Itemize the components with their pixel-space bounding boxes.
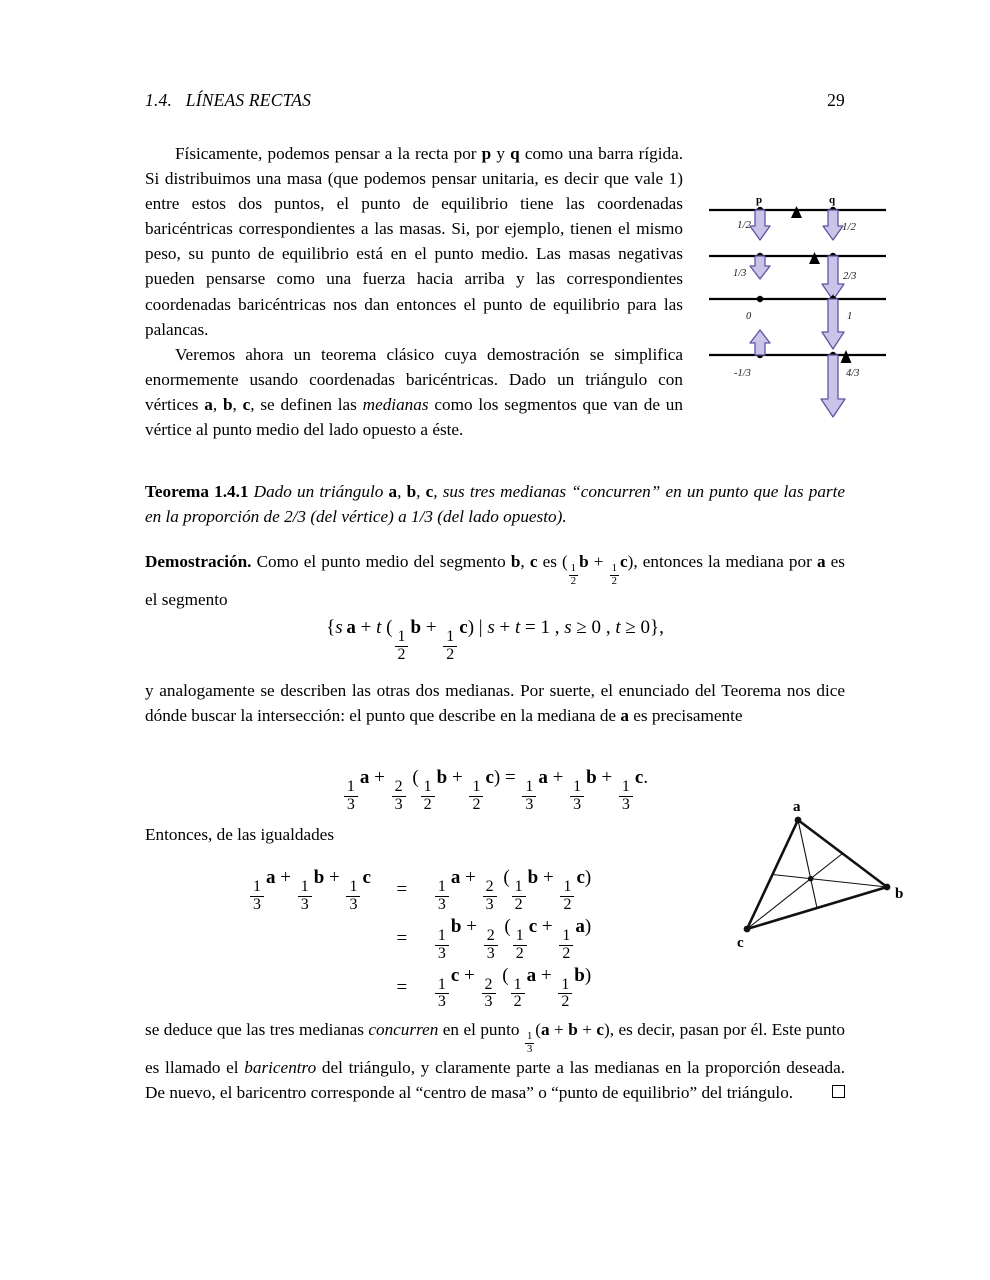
al-r2-frac-1: $\frac{1}{3}$ xyxy=(435,928,449,963)
al-r3-plus2: + xyxy=(536,964,557,986)
eq2-vector-b2: b xyxy=(586,767,597,788)
eq1-open: { xyxy=(326,617,336,638)
al-r3-plus1: + xyxy=(459,964,480,986)
al-r1-frac-1: $\frac{1}{3}$ xyxy=(435,879,449,914)
lever-label-r4-left: -1/3 xyxy=(734,368,751,379)
aligned-row-3 xyxy=(248,964,591,1013)
eq2-paren-open: ( xyxy=(407,767,419,788)
p2-sep1: , xyxy=(212,395,223,415)
eq1-t: t xyxy=(376,617,382,638)
aligned-row-1 xyxy=(248,866,591,915)
aligned-lhs xyxy=(248,866,385,915)
p5-text-5: del triángulo, y claramente parte a las medianas en la proporción deseada. De nuevo, el baricentro corresponde al “centro de masa” o “punto de equilibrio” del triángulo. xyxy=(145,1057,845,1102)
al-lhs-frac-1: $\frac{1}{3}$ xyxy=(250,879,264,914)
al-r2-frac-2: $\frac{2}{3}$ xyxy=(484,928,498,963)
p2-italic-medianas: medianas xyxy=(362,395,429,415)
eq1-close: }, xyxy=(650,617,664,638)
proof-text-3: ), entonces la mediana por xyxy=(627,552,817,571)
al-r3-v3: b xyxy=(574,964,585,986)
al-r1-v1: a xyxy=(450,867,461,888)
running-head-title: 1.4. LÍNEAS RECTAS xyxy=(145,90,312,110)
eq1-vector-c: c xyxy=(459,617,468,638)
theorem-vector-b: b xyxy=(406,482,417,501)
eq2-frac-3: $\frac{1}{2}$ xyxy=(421,779,435,814)
proof-text-1: Como el punto medio del segmento xyxy=(251,552,511,571)
display-equation-median-set xyxy=(145,617,845,664)
eq2-frac-4: $\frac{1}{2}$ xyxy=(469,779,483,814)
eq1-plus1: + xyxy=(355,617,377,638)
eq2-vector-a: a xyxy=(359,767,370,788)
triangle-label-c: c xyxy=(737,935,744,951)
lever-label-r1-left: 1/2 xyxy=(737,219,752,231)
al-r1-frac-3: $\frac{1}{2}$ xyxy=(512,879,526,914)
theorem-1-4-1 xyxy=(145,479,845,529)
p5-vector-c: c xyxy=(596,1020,605,1039)
p1-vector-p: p xyxy=(481,144,492,163)
eq2-plus2: + xyxy=(447,767,468,788)
eq1-eq: = 1 xyxy=(520,617,550,638)
lever-row-1 xyxy=(709,206,886,240)
p5-text-1: se deduce que las tres medianas xyxy=(145,1020,369,1039)
al-lhs-frac-2: $\frac{1}{3}$ xyxy=(298,879,312,914)
triangle-medians-figure xyxy=(725,795,915,955)
p2-sep2: , xyxy=(232,395,243,415)
lever-point-label-q: q xyxy=(829,194,836,206)
al-r1-v3: c xyxy=(576,867,585,888)
lever-label-r4-right: 4/3 xyxy=(846,368,860,379)
lever-figure-svg xyxy=(700,192,895,432)
eq1-s: s xyxy=(335,617,343,638)
eq2-plus4: + xyxy=(596,767,617,788)
p2-rest: como los segmentos que van de un vértice al punto medio del lado opuesto a éste. xyxy=(145,395,683,440)
al-r3-po: ( xyxy=(497,964,509,986)
eq1-comma1: , xyxy=(549,617,565,638)
eq2-plus1: + xyxy=(369,767,390,788)
paragraph-conclusion xyxy=(145,1017,845,1105)
eq2-frac-5: $\frac{1}{3}$ xyxy=(522,779,536,814)
al-r2-plus2: + xyxy=(537,915,558,937)
lever-row-3 xyxy=(709,294,886,349)
al-r2-pc: ) xyxy=(584,915,592,937)
p2-prefix: Veremos ahora un teorema clásico cuya demostración se simplifica enormemente usando coordenadas baricéntricas. Dado un triángulo con vértices xyxy=(145,345,683,415)
al-r3-v2: a xyxy=(526,964,537,986)
eq2-vector-a2: a xyxy=(538,767,548,788)
eq2-frac-1: $\frac{1}{3}$ xyxy=(344,779,358,814)
al-lhs-v1: a xyxy=(265,867,276,888)
lever-balance-figure xyxy=(700,192,895,432)
aligned-rhs-2 xyxy=(419,915,591,964)
al-r3-frac-2: $\frac{2}{3}$ xyxy=(482,977,496,1012)
eq1-t2: t xyxy=(514,617,521,638)
eq1-paren-close: ) xyxy=(467,617,475,638)
eq2-frac-2: $\frac{2}{3}$ xyxy=(392,779,406,814)
theorem-vector-c: c xyxy=(425,482,434,501)
theorem-body-2: , sus tres medianas “concurren” en un punto que las parte en la proporción de 2/3 (del vértice) a 1/3 (del lado opuesto). xyxy=(145,482,846,527)
eq1-s2: s xyxy=(487,617,495,638)
al-r1-frac-2: $\frac{2}{3}$ xyxy=(483,879,497,914)
paragraph-physical-intuition xyxy=(145,141,683,342)
eq1-frac-1: $\frac{1}{2}$ xyxy=(395,629,409,664)
p5-italic-concurren: concurren xyxy=(368,1020,439,1039)
p5-plus1: + xyxy=(549,1020,569,1039)
al-r3-frac-1: $\frac{1}{3}$ xyxy=(435,977,449,1012)
p2-vector-b: b xyxy=(222,395,233,415)
aligned-rhs-3 xyxy=(419,964,591,1013)
proof-vector-c: c xyxy=(529,552,538,571)
eq2-frac-6: $\frac{1}{3}$ xyxy=(570,779,584,814)
al-lhs-plus1: + xyxy=(275,867,296,888)
al-r1-plus1: + xyxy=(460,867,481,888)
al-r3-frac-3: $\frac{1}{2}$ xyxy=(511,977,525,1012)
proof-frac-2: $\frac{1}{2}$ xyxy=(611,563,617,587)
aligned-lhs-empty-2 xyxy=(248,915,385,964)
eq1-plus3: + xyxy=(494,617,515,638)
triangle-vertex-a xyxy=(795,817,802,824)
theorem-sep2: , xyxy=(416,482,426,501)
aligned-relation-1: = xyxy=(396,879,408,901)
p1-rest: como una barra rígida. Si distribuimos una masa (que podemos pensar unitaria, es decir que vale 1) entre estos dos puntos, el punto de equilibrio tiene las coordenadas baricéntricas correspondientes a las masas. Si, por ejemplo, tienen el mismo peso, su punto de equilibrio está en el punto medio. Las masas negativas pueden pensarse como una fuerza hacia arriba y las correspondientes coordenadas baricéntricas nos dan entonces el punto de equilibrio para las palancas. xyxy=(145,144,684,339)
proof-vector-b2: b xyxy=(579,552,589,571)
aligned-relation-2: = xyxy=(396,928,408,950)
eq1-frac-2: $\frac{1}{2}$ xyxy=(443,629,457,664)
p4-text: Entonces, de las igualdades xyxy=(145,825,335,844)
qed-symbol xyxy=(832,1085,845,1098)
aligned-lhs-empty-3 xyxy=(248,964,385,1013)
p5-italic-baricentro: baricentro xyxy=(244,1057,317,1077)
p3-vector-a: a xyxy=(620,706,629,726)
theorem-sep1: , xyxy=(397,482,407,501)
p5-text-2: en el punto xyxy=(438,1020,524,1039)
aligned-relation-3: = xyxy=(396,976,408,998)
eq1-geq1: ≥ 0 xyxy=(571,617,602,638)
lever-label-r1-right: 1/2 xyxy=(842,221,857,233)
theorem-vector-a: a xyxy=(388,482,398,501)
aligned-rhs-1 xyxy=(419,866,591,915)
proof-text-2: es ( xyxy=(537,552,568,571)
eq1-paren-open: ( xyxy=(381,617,393,638)
al-r1-po: ( xyxy=(498,867,510,888)
eq1-comma2: , xyxy=(601,617,616,638)
proof-plus: + xyxy=(588,552,609,571)
p2-vector-a: a xyxy=(204,395,213,415)
al-lhs-v2: b xyxy=(313,867,325,888)
lever-label-r3-right: 1 xyxy=(847,311,853,322)
proof-heading: Demostración. xyxy=(145,552,252,571)
al-r2-po: ( xyxy=(499,915,511,937)
p5-frac: $\frac{1}{3}$ xyxy=(526,1031,533,1055)
eq1-geq2: ≥ 0 xyxy=(620,617,651,638)
theorem-body-1: Dado un triángulo xyxy=(248,482,389,501)
p3-text-2: es precisamente xyxy=(628,706,743,726)
lever-label-r2-left: 1/3 xyxy=(733,268,747,279)
eq1-s3: s xyxy=(564,617,572,638)
al-r3-v1: c xyxy=(450,964,460,986)
p2-mid: , se definen las xyxy=(250,395,363,415)
paragraph-intersection xyxy=(145,678,845,728)
proof-opening xyxy=(145,549,845,612)
aligned-row-2 xyxy=(248,915,591,964)
proof-text-4: es el segmento xyxy=(145,552,845,609)
eq2-vector-c2: c xyxy=(634,767,644,788)
p1-mid: y xyxy=(491,144,511,163)
proof-vector-c2: c xyxy=(619,552,628,571)
eq1-t3: t xyxy=(615,617,621,638)
eq1-vector-a: a xyxy=(346,617,356,638)
proof-vector-b: b xyxy=(510,552,521,571)
page-number: 29 xyxy=(827,90,845,110)
triangle-figure-svg xyxy=(725,795,915,955)
eq2-plus3: + xyxy=(547,767,569,788)
p5-vector-a: a xyxy=(541,1020,550,1039)
proof-frac-1: $\frac{1}{2}$ xyxy=(570,563,577,587)
lever-label-r2-right: 2/3 xyxy=(843,271,857,282)
al-lhs-frac-3: $\frac{1}{3}$ xyxy=(346,879,360,914)
eq2-period: . xyxy=(643,767,649,788)
al-r1-plus2: + xyxy=(538,867,559,888)
al-r2-v2: c xyxy=(528,915,538,937)
al-r2-plus1: + xyxy=(461,915,482,937)
eq2-vector-b: b xyxy=(436,767,448,788)
p1-vector-q: q xyxy=(510,144,520,163)
p5-plus2: + xyxy=(577,1020,597,1039)
al-r3-frac-4: $\frac{1}{2}$ xyxy=(558,977,572,1012)
eq2-paren-close: ) xyxy=(493,767,501,788)
eq1-bar: | xyxy=(474,617,488,638)
p2-vector-c: c xyxy=(242,395,251,415)
theorem-heading: Teorema 1.4.1 xyxy=(145,482,249,501)
p3-text-1: y analogamente se describen las otras dos medianas. Por suerte, el enunciado del Teorema nos dice dónde buscar la intersección: el punto que describe en la mediana de xyxy=(145,681,845,726)
al-r2-frac-4: $\frac{1}{2}$ xyxy=(559,928,573,963)
proof-sep: , xyxy=(520,552,530,571)
p5-text-4: ), es decir, pasan por él. Este punto es llamado el xyxy=(145,1020,845,1077)
triangle-medians xyxy=(747,820,887,929)
running-head xyxy=(145,90,845,112)
triangle-centroid xyxy=(808,876,814,882)
eq2-frac-7: $\frac{1}{3}$ xyxy=(619,779,633,814)
al-r1-frac-4: $\frac{1}{2}$ xyxy=(560,879,574,914)
p5-paren-open: ( xyxy=(535,1020,541,1039)
eq1-vector-b: b xyxy=(410,617,422,638)
lever-label-r3-left: 0 xyxy=(746,311,752,322)
proof-vector-a: a xyxy=(816,552,826,571)
p5-vector-b: b xyxy=(568,1020,578,1039)
al-lhs-plus2: + xyxy=(324,867,345,888)
triangle-label-b: b xyxy=(895,886,904,902)
al-r2-frac-3: $\frac{1}{2}$ xyxy=(513,928,527,963)
aligned-equation-table xyxy=(248,866,591,1012)
al-r1-pc: ) xyxy=(584,867,592,888)
lever-point-label-p: p xyxy=(756,194,763,206)
eq1-plus2: + xyxy=(421,617,442,638)
triangle-vertex-b xyxy=(884,884,891,891)
al-r3-pc: ) xyxy=(584,964,592,986)
al-r1-v2: b xyxy=(527,867,539,888)
al-lhs-v3: c xyxy=(362,867,371,888)
al-r2-v1: b xyxy=(450,915,462,937)
triangle-label-a: a xyxy=(793,799,801,815)
eq2-vector-c: c xyxy=(485,767,494,788)
eq2-relation: = xyxy=(500,767,521,788)
paragraph-medianas-definition xyxy=(145,342,683,442)
triangle-vertex-c xyxy=(744,926,751,933)
aligned-equation-block xyxy=(248,866,591,1012)
al-r2-v3: a xyxy=(575,915,585,937)
p1-prefix: Físicamente, podemos pensar a la recta por xyxy=(175,144,482,163)
